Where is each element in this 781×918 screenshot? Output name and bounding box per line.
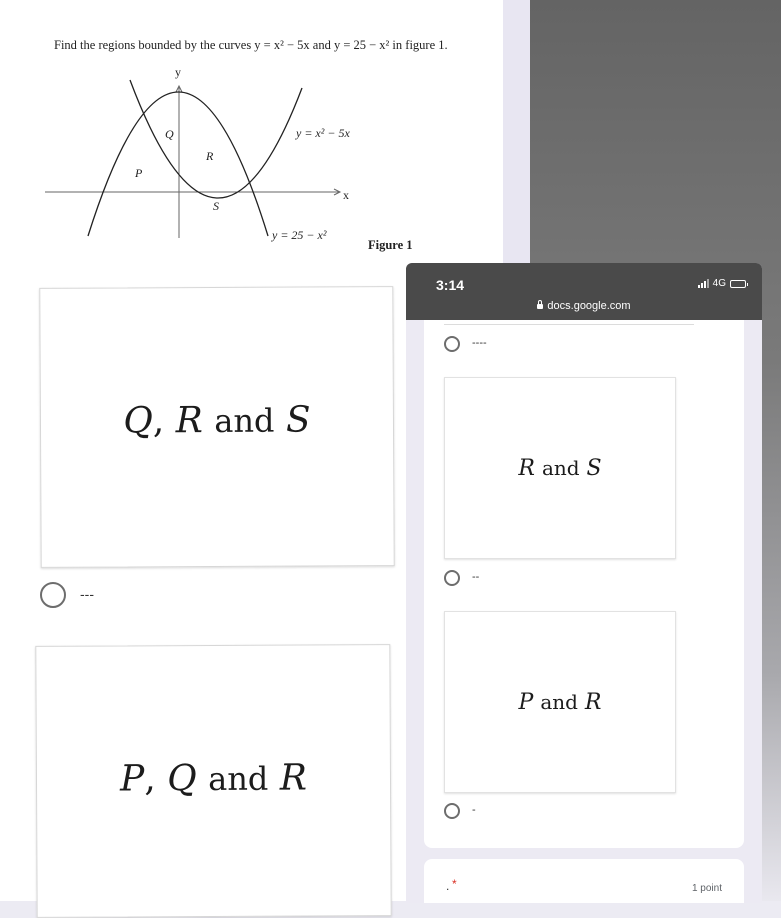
radio-button[interactable] — [444, 570, 460, 586]
option-text-qrs: Q, R and S — [123, 399, 311, 442]
status-time: 3:14 — [436, 277, 465, 293]
question-text: Find the regions bounded by the curves y = x² − 5x and y = 25 − x² in figure 1. — [54, 38, 448, 52]
option-card-pr[interactable] — [444, 611, 676, 793]
region-label-s: S — [213, 199, 219, 213]
radio-label: ---- — [472, 337, 487, 349]
radio-button[interactable] — [444, 336, 460, 352]
option-card-qrs[interactable] — [39, 286, 394, 568]
points-label: 1 point — [691, 883, 722, 894]
axis-x-label: x — [343, 188, 349, 202]
previous-option-edge — [444, 320, 694, 325]
option-text-pr: P and R — [518, 690, 602, 715]
required-asterisk: * — [452, 877, 457, 891]
signal-icon — [698, 279, 709, 288]
curve2-label: y = 25 − x² — [272, 228, 327, 242]
next-question-title: . — [446, 879, 450, 893]
battery-icon — [730, 280, 746, 288]
option-card-pqr[interactable] — [35, 644, 391, 918]
radio-label: -- — [472, 571, 480, 583]
network-type: 4G — [712, 278, 726, 289]
url-text: docs.google.com — [547, 300, 631, 312]
curve-downward-parabola — [88, 92, 268, 236]
radio-button[interactable] — [40, 582, 66, 608]
status-bar — [406, 263, 762, 320]
axis-y-label: y — [175, 65, 181, 79]
region-label-r: R — [206, 149, 214, 163]
region-label-p: P — [135, 166, 143, 180]
curve1-label: y = x² − 5x — [296, 126, 350, 140]
radio-button[interactable] — [444, 803, 460, 819]
figure-graph — [40, 62, 380, 247]
url-bar[interactable] — [406, 300, 762, 312]
option-card-rs[interactable] — [444, 377, 676, 559]
radio-label: --- — [80, 586, 94, 602]
next-question-card — [424, 859, 744, 903]
status-indicators — [698, 278, 746, 289]
question-card — [424, 320, 744, 848]
radio-label: - — [472, 804, 476, 816]
figure-caption: Figure 1 — [368, 238, 413, 252]
curve-upward-parabola — [130, 80, 302, 198]
region-label-q: Q — [165, 127, 174, 141]
phone-screenshot — [406, 263, 762, 903]
option-text-pqr: P, Q and R — [119, 757, 308, 800]
lock-icon — [537, 304, 543, 309]
option-text-rs: R and S — [518, 456, 602, 481]
